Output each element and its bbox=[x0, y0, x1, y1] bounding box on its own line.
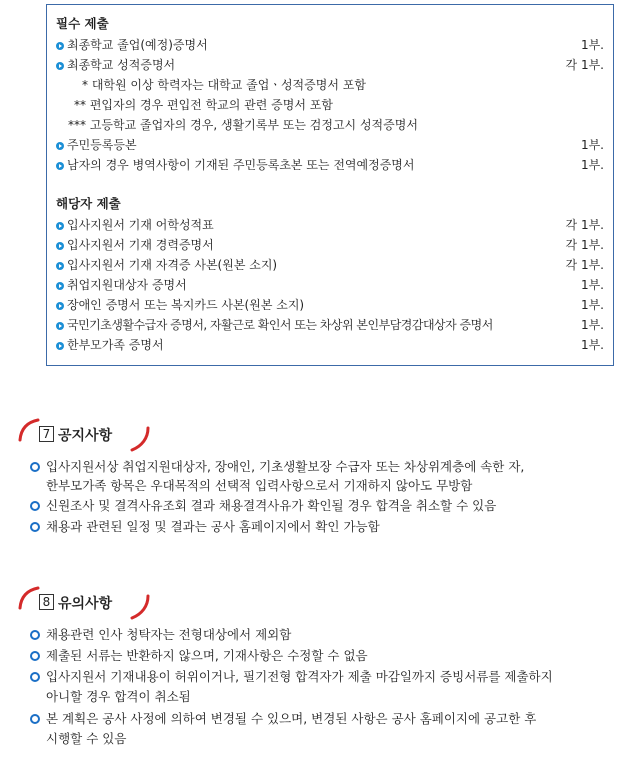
ring-bullet-icon bbox=[30, 501, 40, 511]
swoosh-left-icon bbox=[18, 586, 40, 610]
bullet-icon bbox=[56, 322, 64, 330]
swoosh-left-icon bbox=[18, 418, 40, 442]
bullet-icon bbox=[56, 342, 64, 350]
ring-bullet-icon bbox=[30, 462, 40, 472]
section-title: 공지사항 bbox=[58, 428, 113, 444]
list-item: 입사지원서 기재 경력증명서 각 1부. bbox=[56, 236, 604, 254]
bullet-icon bbox=[56, 262, 64, 270]
ring-bullet-icon bbox=[30, 714, 40, 724]
swoosh-right-icon bbox=[130, 426, 152, 452]
section-number: 8 bbox=[39, 594, 54, 610]
list-item: 국민기초생활수급자 증명서, 자활근로 확인서 또는 차상위 본인부담경감대상자 증명서 1부. bbox=[56, 316, 604, 334]
required-section-title: 필수 제출 bbox=[56, 16, 109, 31]
list-item: 최종학교 성적증명서 각 1부. bbox=[56, 56, 604, 74]
list-item: 취업지원대상자 증명서 1부. bbox=[56, 276, 604, 294]
list-item: 입사지원서 기재 자격증 사본(원본 소지) 각 1부. bbox=[56, 256, 604, 274]
section-number: 7 bbox=[39, 426, 54, 442]
bullet-icon bbox=[56, 222, 64, 230]
bullet-icon bbox=[56, 62, 64, 70]
bullet-icon bbox=[56, 142, 64, 150]
applicable-section-title: 해당자 제출 bbox=[56, 196, 121, 211]
ring-bullet-icon bbox=[30, 522, 40, 532]
ring-bullet-icon bbox=[30, 651, 40, 661]
bullet-icon bbox=[56, 282, 64, 290]
bullet-icon bbox=[56, 302, 64, 310]
list-item: 남자의 경우 병역사항이 기재된 주민등록초본 또는 전역예정증명서 1부. bbox=[56, 156, 604, 174]
caution-heading bbox=[18, 586, 178, 616]
ring-bullet-icon bbox=[30, 672, 40, 682]
list-item: 최종학교 졸업(예정)증명서 1부. bbox=[56, 36, 604, 54]
note-line: *** 고등학교 졸업자의 경우, 생활기록부 또는 검정고시 성적증명서 bbox=[68, 118, 418, 132]
bullet-icon bbox=[56, 242, 64, 250]
bullet-icon bbox=[56, 42, 64, 50]
note-line: * 대학원 이상 학력자는 대학교 졸업ㆍ성적증명서 포함 bbox=[82, 78, 366, 92]
notice-heading bbox=[18, 418, 178, 448]
list-item: 주민등록등본 1부. bbox=[56, 136, 604, 154]
note-line: ** 편입자의 경우 편입전 학교의 관련 증명서 포함 bbox=[74, 98, 333, 112]
bullet-icon bbox=[56, 162, 64, 170]
list-item: 장애인 증명서 또는 복지카드 사본(원본 소지) 1부. bbox=[56, 296, 604, 314]
list-item: 한부모가족 증명서 1부. bbox=[56, 336, 604, 354]
list-item: 입사지원서 기재 어학성적표 각 1부. bbox=[56, 216, 604, 234]
ring-bullet-icon bbox=[30, 630, 40, 640]
swoosh-right-icon bbox=[130, 594, 152, 620]
section-title: 유의사항 bbox=[58, 596, 113, 612]
